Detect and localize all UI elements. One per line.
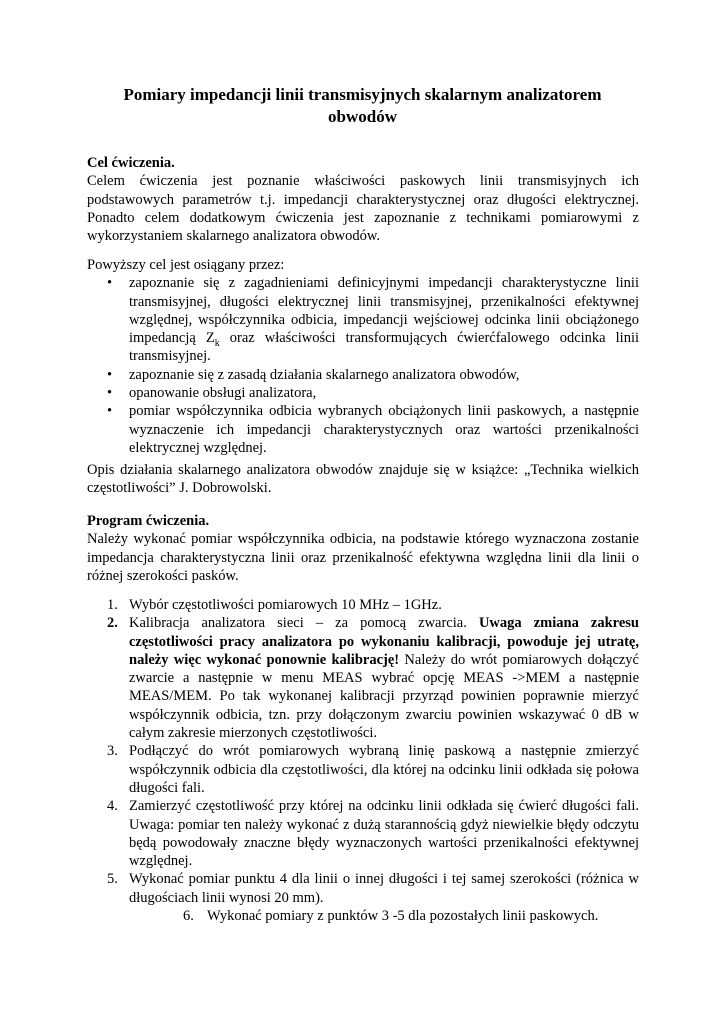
list-item: • zapoznanie się z zasadą działania skalarnego analizatora obwodów,	[107, 366, 520, 383]
goal-paragraph: Celem ćwiczenia jest poznanie właściwości paskowych linii transmisyjnych ich podstawowych parametrów t.j. impedancji charakterystycznej oraz długości elektrycznej. Ponadto celem dodatkowym ćwiczenia jest zapoznanie z technikami pomiarowymi z wykorzystaniem skalarnego analizatora obwodów.	[87, 173, 639, 245]
list-item: • opanowanie obsługi analizatora,	[107, 385, 317, 402]
bullet-icon: •	[107, 275, 113, 292]
list-item: 4. Zamierzyć częstotliwość przy której na odcinku linii odkłada się ćwierć długości fali. Uwaga: pomiar ten należy wykonać z dużą starannością gdyż niewielkie błędy odczytu będą powodowały znaczne błędy wyznaczonych wartości przenikalności efektywnej względnej.	[107, 798, 639, 870]
bullet-icon: •	[107, 366, 113, 383]
list-item: 3. Podłączyć do wrót pomiarowych wybraną linię paskową a następnie zmierzyć współczynnik odbicia dla częstotliwości, dla której na odcinku linii odkłada się połowa długości fali.	[107, 743, 639, 796]
list-item: • zapoznanie się z zagadnieniami definicyjnymi impedancji charakterystyczne linii transmisyjnej, długości elektrycznej linii transmisyjnej, przenikalności efektywnej względnej, współczynnika odbicia, impedancji wejściowej odcinka linii obciążonego impedancją $Z_k$ oraz właściwości transformujących ćwierćfalowego odcinka linii transmisyjnej.	[107, 275, 639, 365]
list-item: • pomiar współczynnika odbicia wybranych obciążonych linii paskowych, a następnie wyznaczenie ich impedancji charakterystycznych oraz wartości przenikalności elektrycznej względnej.	[107, 403, 639, 456]
bullet-icon: •	[107, 385, 113, 402]
list-item: 6. Wykonać pomiary z punktów 3 -5 dla pozostałych linii paskowych.	[183, 908, 599, 925]
section-goal	[87, 154, 639, 245]
section-reference	[87, 461, 639, 498]
title-line-1: Pomiary impedancji linii transmisyjnych skalarnym analizatorem	[123, 85, 602, 104]
section-program	[87, 512, 639, 585]
program-paragraph: Należy wykonać pomiar współczynnika odbicia, na podstawie którego wyznaczona zostanie impedancja charakterystyczna linii oraz przenikalność efektywna względna linii dla linii o różnej szerokości pasków.	[87, 531, 639, 584]
program-heading: Program ćwiczenia.	[87, 513, 210, 529]
reference-paragraph: Opis działania skalarnego analizatora obwodów znajduje się w książce: „Technika wielkich częstotliwości” J. Dobrowolski.	[87, 462, 639, 497]
means-list	[87, 274, 639, 457]
document-title	[90, 84, 635, 128]
steps-list	[87, 596, 639, 925]
means-intro: Powyższy cel jest osiągany przez:	[87, 257, 285, 273]
list-item: 2. Kalibracja analizatora sieci – za pomocą zwarcia. Uwaga zmiana zakresu częstotliwości pracy analizatora po wykonaniu kalibracji, powoduje jej utratę, należy więc wykonać ponownie kalibrację! Należy do wrót pomiarowych dołączyć zwarcie a następnie w menu MEAS wybrać opcję MEAS ->MEM a następnie MEAS/MEM. Po tak wykonanej kalibracji przyrząd powinien poprawnie mierzyć współczynnik odbicia, tzn. przy dołączonym zwarciu powinien wskazywać 0 dB w całym zakresie mierzonych częstotliwości.	[107, 615, 639, 742]
list-item: 5. Wykonać pomiar punktu 4 dla linii o innej długości i tej samej szerokości (różnica w długościach linii wynosi 20 mm).	[107, 871, 639, 906]
list-item: 1. Wybór częstotliwości pomiarowych 10 MHz – 1GHz.	[107, 597, 442, 613]
section-steps	[87, 596, 639, 925]
section-means	[87, 256, 639, 457]
bullet-icon: •	[107, 403, 113, 420]
title-line-2: obwodów	[328, 107, 397, 126]
goal-heading: Cel ćwiczenia.	[87, 155, 175, 171]
